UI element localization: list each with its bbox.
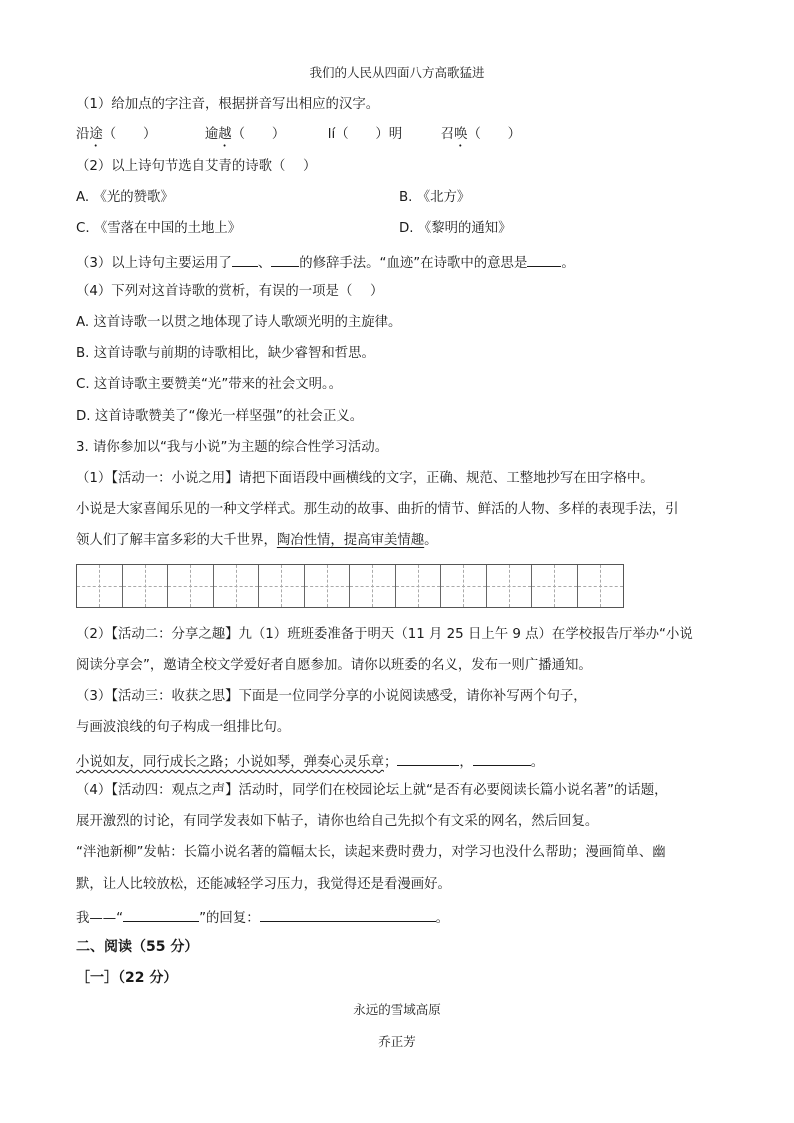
- q4-option-b: B. 这首诗歌与前期的诗歌相比，缺少睿智和哲思。: [76, 346, 375, 361]
- activity3-line-1: （3）【活动三：收获之思】下面是一位同学分享的小说阅读感受，请你补写两个句子，: [76, 689, 587, 704]
- grid-guide-horizontal: [578, 586, 624, 587]
- q1-b: 逾越（ ）: [204, 127, 286, 142]
- activity1-text-2: 领人们了解丰富多彩的大千世界，陶冶性情，提高审美情趣。: [76, 533, 438, 548]
- grid-cell[interactable]: [77, 565, 123, 607]
- q2-option-c: C. 《雪落在中国的土地上》: [76, 221, 242, 236]
- article-author: 乔正芳: [378, 1034, 416, 1049]
- activity3-line-2: 与画波浪线的句子构成一组排比句。: [76, 720, 291, 735]
- activity1-text-1: 小说是大家喜闻乐见的一种文学样式。那生动的故事、曲折的情节、鲜活的人物、多样的表现手法，引: [76, 502, 679, 517]
- reply-line: 我——“ ”的回复： 。: [76, 907, 449, 928]
- reply-blank: [260, 907, 436, 922]
- q4-option-d: D. 这首诗歌赞美了“像光一样坚强”的社会正义。: [76, 409, 364, 424]
- grid-guide-horizontal: [305, 586, 350, 587]
- grid-guide-horizontal: [77, 586, 122, 587]
- s3-intro: 3. 请你参加以“我与小说”为主题的综合性学习活动。: [76, 440, 389, 455]
- forum-post-1: “泮池新柳”发帖：长篇小说名著的篇幅太长，读起来费时费力，对学习也没什么帮助；漫画简单、幽: [76, 845, 666, 860]
- grid-guide-horizontal: [441, 586, 486, 587]
- grid-cell[interactable]: [350, 565, 396, 607]
- grid-cell[interactable]: [532, 565, 578, 607]
- grid-guide-horizontal: [168, 586, 213, 587]
- grid-guide-horizontal: [350, 586, 395, 587]
- q4-option-c: C. 这首诗歌主要赞美“光”带来的社会文明。。: [76, 377, 343, 392]
- q2-prompt: （2）以上诗句节选自艾青的诗歌（ ）: [76, 159, 317, 174]
- activity4-line-2: 展开激烈的讨论，有同学发表如下帖子，请你也给自己先拟个有文采的网名，然后回复。: [76, 814, 599, 829]
- nickname-blank: [123, 907, 199, 922]
- a3-blank-2: [473, 751, 531, 766]
- q1-c: lí（ ）明: [327, 127, 403, 142]
- q3-line: （3）以上诗句主要运用了 、 的修辞手法。“血迹”在诗歌中的意思是 。: [76, 252, 575, 273]
- section-heading: 二、阅读（55 分）: [76, 939, 199, 955]
- subsection-heading: ［一］（22 分）: [76, 970, 178, 986]
- activity4-line-1: （4）【活动四：观点之声】活动时，同学们在校园论坛上就“是否有必要阅读长篇小说名著”的话题，: [76, 783, 668, 798]
- activity2-line-1: （2）【活动二：分享之趣】九（1）班班委准备于明天（11 月 25 日上午 9 点）在学校报告厅举办“小说: [76, 627, 693, 642]
- a3-blank-1: [397, 751, 459, 766]
- grid-guide-horizontal: [532, 586, 577, 587]
- grid-guide-horizontal: [487, 586, 532, 587]
- underlined-phrase: 陶冶性情，提高审美情趣: [276, 533, 425, 548]
- grid-cell[interactable]: [168, 565, 214, 607]
- grid-guide-horizontal: [123, 586, 168, 587]
- tian-zi-grid[interactable]: [76, 564, 624, 608]
- q1-items: [76, 126, 521, 150]
- article-title: 永远的雪域高原: [353, 1002, 441, 1017]
- q4-option-a: A. 这首诗歌一以贯之地体现了诗人歌颂光明的主旋律。: [76, 315, 402, 330]
- activity1-prompt: （1）【活动一：小说之用】请把下面语段中画横线的文字，正确、规范、工整地抄写在田字格中。: [76, 471, 654, 486]
- q4-prompt: （4）下列对这首诗歌的赏析，有误的一项是（ ）: [76, 284, 384, 299]
- q2-option-a: A. 《光的赞歌》: [76, 190, 174, 205]
- q3-blank-2: [271, 252, 299, 267]
- grid-cell[interactable]: [487, 565, 533, 607]
- grid-cell[interactable]: [123, 565, 169, 607]
- grid-cell[interactable]: [578, 565, 624, 607]
- grid-cell[interactable]: [259, 565, 305, 607]
- grid-cell[interactable]: [214, 565, 260, 607]
- q3-blank-3: [527, 252, 561, 267]
- q2-option-d: D. 《黎明的通知》: [399, 221, 512, 236]
- q1-prompt: （1）给加点的字注音，根据拼音写出相应的汉字。: [76, 97, 380, 112]
- grid-guide-horizontal: [214, 586, 259, 587]
- poem-title: 我们的人民从四面八方高歌猛进: [309, 65, 485, 80]
- forum-post-2: 默，让人比较放松，还能减轻学习压力，我觉得还是看漫画好。: [76, 877, 451, 892]
- q1-d: 召唤（ ）: [440, 127, 522, 142]
- activity2-line-2: 阅读分享会”，邀请全校文学爱好者自愿参加。请你以班委的名义，发布一则广播通知。: [76, 658, 592, 673]
- grid-guide-horizontal: [396, 586, 441, 587]
- activity3-parallel: 小说如友，同行成长之路；小说如琴，弹奏心灵乐章； ， 。: [76, 751, 544, 772]
- q3-blank-1: [232, 252, 258, 267]
- grid-cell[interactable]: [396, 565, 442, 607]
- grid-cell[interactable]: [305, 565, 351, 607]
- q1-a: 沿途（ ）: [76, 127, 157, 142]
- grid-guide-horizontal: [259, 586, 304, 587]
- grid-cell[interactable]: [441, 565, 487, 607]
- wavy-sentence: 小说如友，同行成长之路；小说如琴，弹奏心灵乐章: [76, 755, 384, 770]
- q2-option-b: B. 《北方》: [399, 190, 471, 205]
